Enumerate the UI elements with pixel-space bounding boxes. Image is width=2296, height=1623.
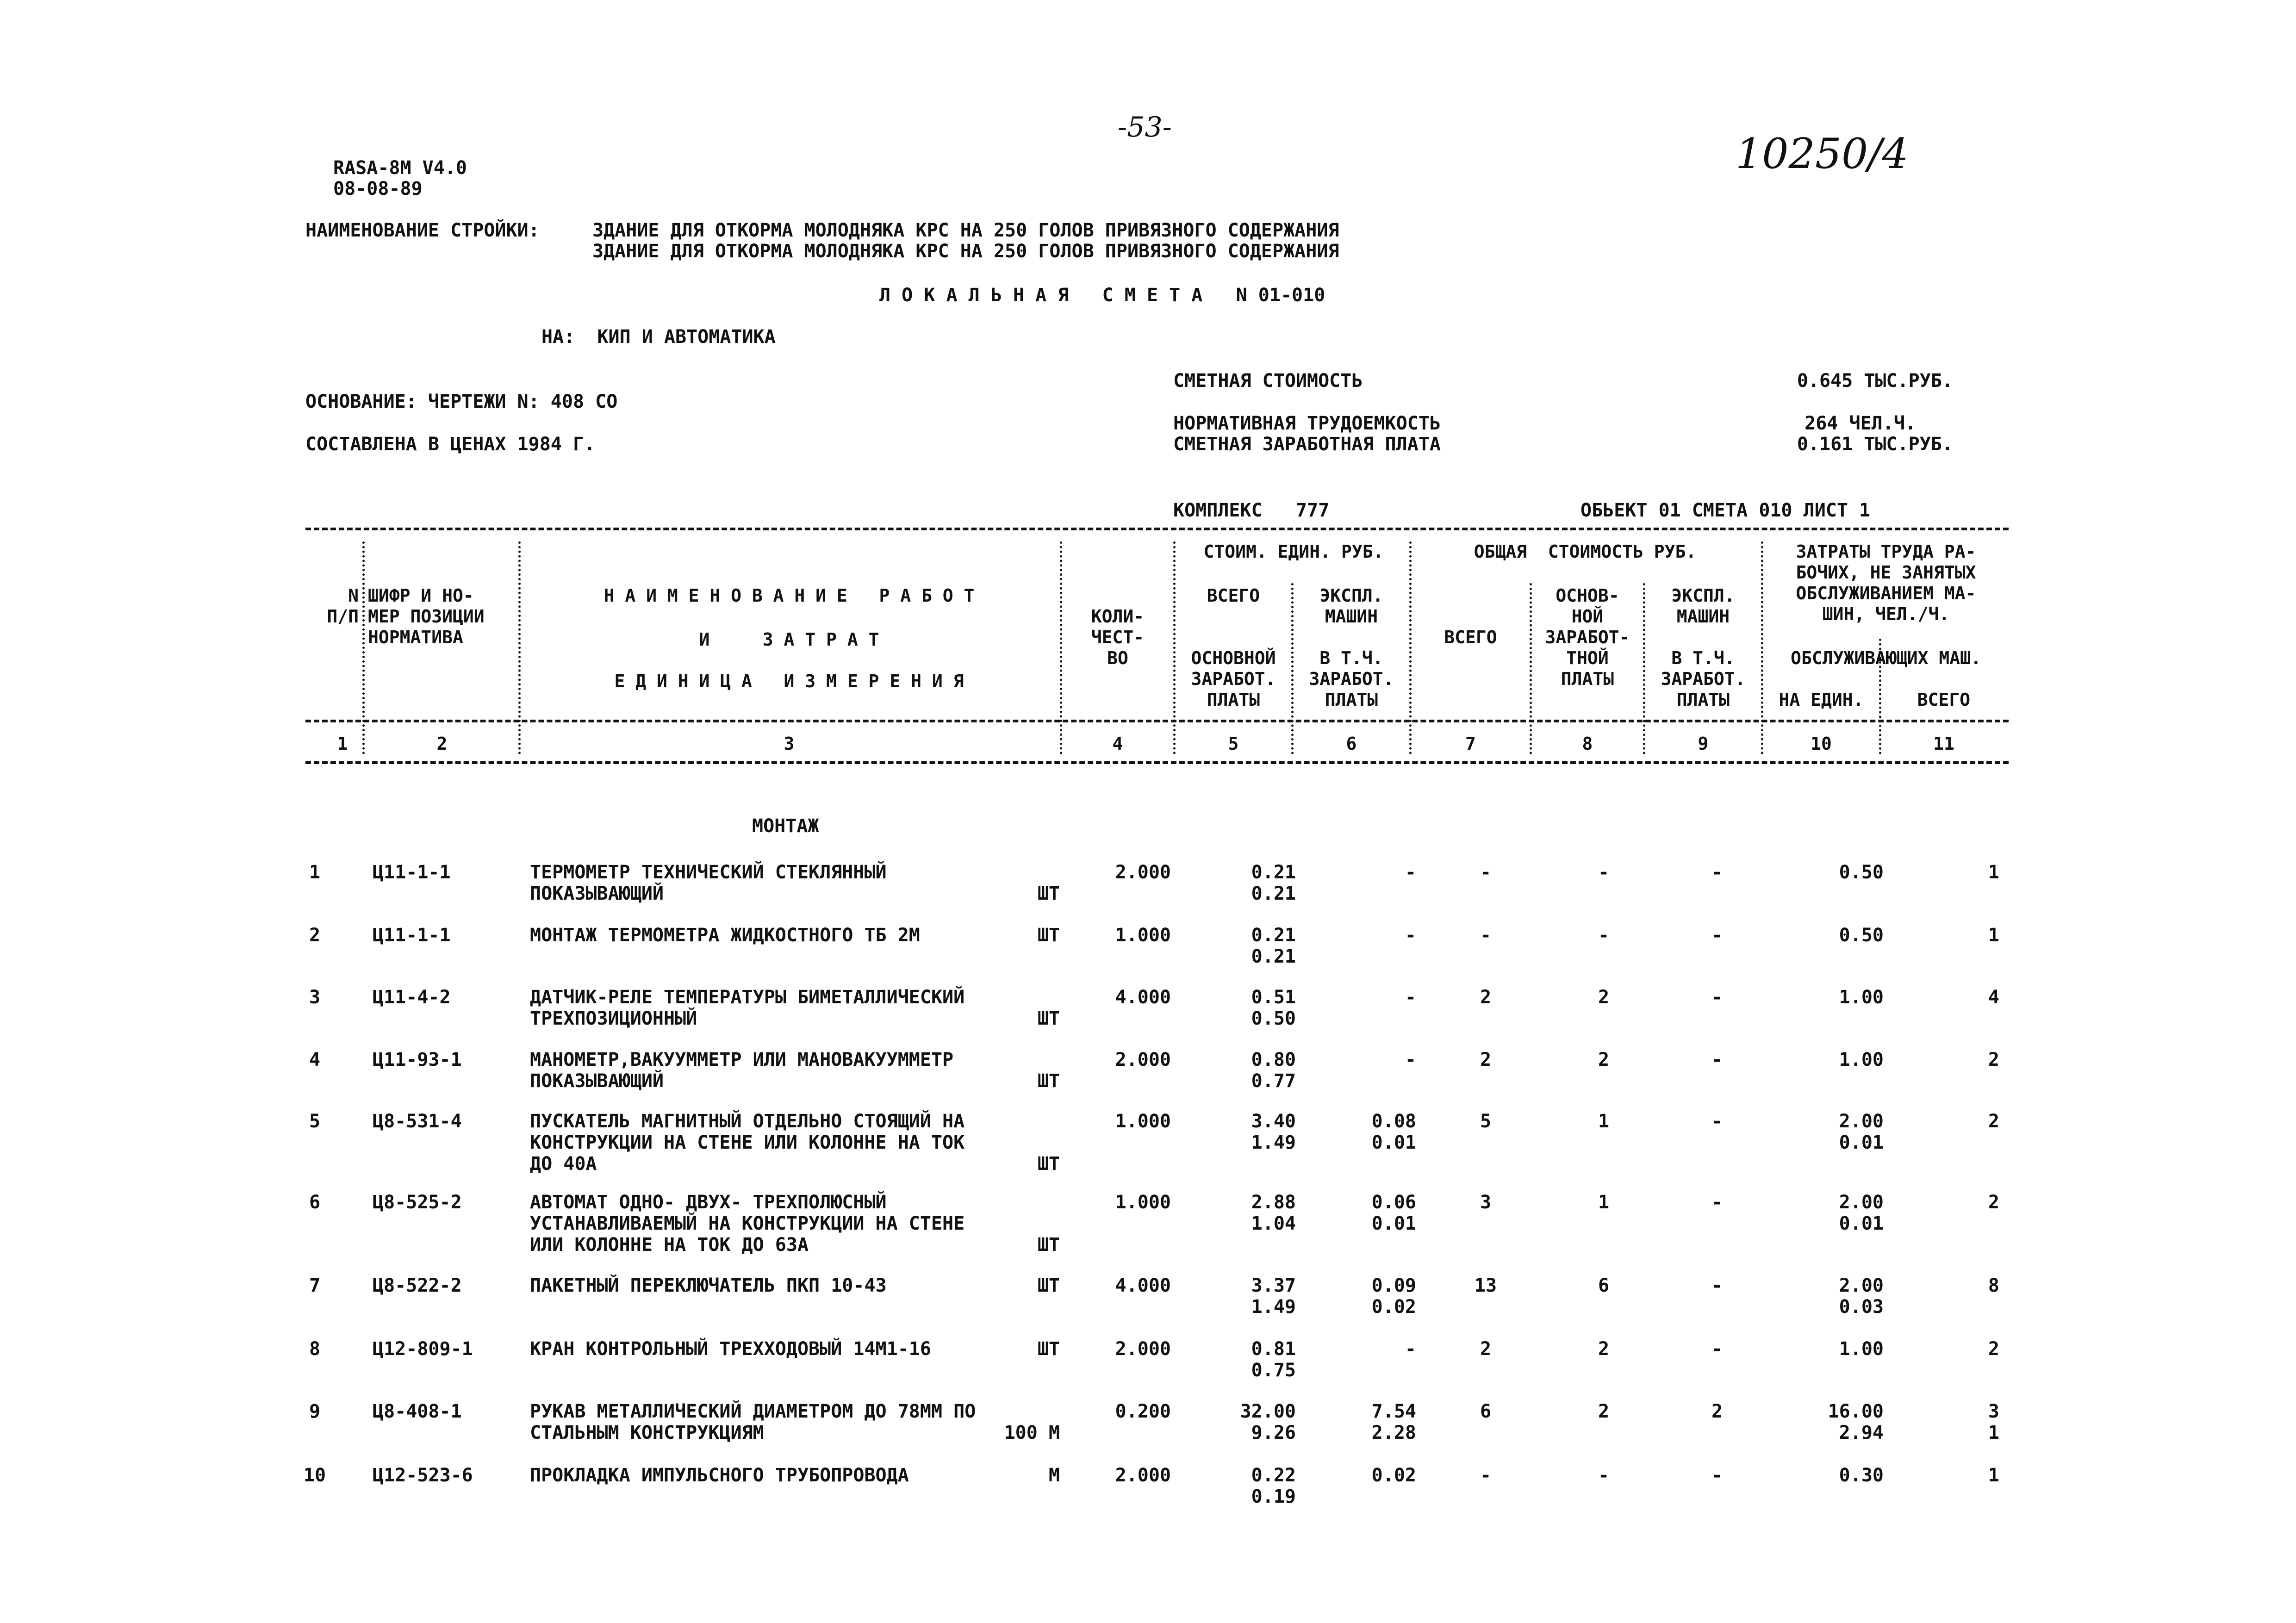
row-name: ПУСКАТЕЛЬ МАГНИТНЫЙ ОТДЕЛЬНО СТОЯЩИЙ НА КОНСТРУКЦИИ НА СТЕНЕ ИЛИ КОЛОННЕ НА ТОК ДО 40А	[530, 1111, 965, 1175]
row-code: Ц11-4-2	[373, 987, 451, 1008]
row-code: Ц8-531-4	[373, 1111, 462, 1132]
summary-value-cost: 0.645 ТЫС.РУБ.	[1797, 370, 1953, 392]
row-code: Ц8-525-2	[373, 1192, 462, 1213]
row-unit-machines: -	[1405, 1049, 1416, 1070]
row-number: 9	[309, 1401, 321, 1422]
row-total: 5	[1480, 1111, 1492, 1132]
row-unit-machines: -	[1405, 862, 1416, 883]
row-labor-unit: 2.00 0.01	[1839, 1192, 1884, 1234]
row-unit: ШТ	[1037, 1070, 1060, 1092]
row-unit-total: 0.51 0.50	[1251, 987, 1296, 1029]
row-unit-machines: 0.08 0.01	[1371, 1111, 1416, 1153]
row-labor-unit: 0.50	[1839, 925, 1884, 946]
header-divider	[1060, 541, 1062, 754]
col-qty-header: КОЛИ- ЧЕСТ- ВО	[1091, 606, 1145, 668]
row-labor-total: 2	[1988, 1338, 1999, 1360]
col-num: 10	[1811, 734, 1832, 754]
object-line: ОБЬЕКТ 01 СМЕТА 010 ЛИСТ 1	[1580, 500, 1871, 521]
row-machines: -	[1711, 1465, 1723, 1486]
row-machines: -	[1711, 1111, 1723, 1132]
col6-header-a: ЭКСПЛ. МАШИН	[1319, 585, 1383, 627]
row-number: 5	[309, 1111, 321, 1132]
row-labor-unit: 0.30	[1839, 1465, 1884, 1486]
row-unit-machines: 7.54 2.28	[1371, 1401, 1416, 1443]
summary-label-cost: СМЕТНАЯ СТОИМОСТЬ	[1173, 370, 1363, 392]
row-machines: -	[1711, 1275, 1723, 1296]
program-name: RASA-8M V4.0	[333, 157, 467, 179]
row-salary: 2	[1598, 1401, 1610, 1422]
row-name: АВТОМАТ ОДНО- ДВУХ- ТРЕХПОЛЮСНЫЙ УСТАНАВЛИВАЕМЫЙ НА КОНСТРУКЦИИ НА СТЕНЕ ИЛИ КОЛОННЕ НА ТОК ДО 63А	[530, 1192, 965, 1256]
row-salary: 1	[1598, 1111, 1610, 1132]
col9-header-a: ЭКСПЛ. МАШИН	[1671, 585, 1735, 627]
row-labor-total: 2	[1988, 1111, 1999, 1132]
row-total: -	[1480, 1465, 1492, 1486]
row-name: КРАН КОНТРОЛЬНЫЙ ТРЕХХОДОВЫЙ 14М1-16	[530, 1338, 931, 1360]
col5-header-b: ОСНОВНОЙ ЗАРАБОТ. ПЛАТЫ	[1191, 648, 1276, 710]
col-num: 7	[1465, 734, 1476, 754]
row-labor-total: 2	[1988, 1192, 1999, 1213]
summary-label-salary: СМЕТНАЯ ЗАРАБОТНАЯ ПЛАТА	[1173, 434, 1441, 455]
row-quantity: 1.000	[1115, 1111, 1171, 1132]
row-code: Ц8-522-2	[373, 1275, 462, 1296]
row-code: Ц8-408-1	[373, 1401, 462, 1422]
row-labor-unit: 16.00 2.94	[1828, 1401, 1884, 1443]
program-date: 08-08-89	[333, 178, 423, 199]
header-divider	[1409, 541, 1412, 754]
row-machines: -	[1711, 1192, 1723, 1213]
col-num: 5	[1228, 734, 1239, 754]
col-num: 2	[436, 734, 448, 754]
row-unit: 100 М	[1004, 1422, 1060, 1443]
row-labor-total: 3 1	[1988, 1401, 1999, 1443]
header-divider	[518, 541, 521, 754]
row-labor-unit: 2.00 0.01	[1839, 1111, 1884, 1153]
unit-cost-header: СТОИМ. ЕДИН. РУБ.	[1203, 541, 1384, 562]
row-labor-total: 2	[1988, 1049, 1999, 1070]
row-name: ПАКЕТНЫЙ ПЕРЕКЛЮЧАТЕЛЬ ПКП 10-43	[530, 1275, 887, 1296]
row-unit-total: 2.88 1.04	[1251, 1192, 1296, 1234]
row-labor-total: 1	[1988, 925, 1999, 946]
col5-header-a: ВСЕГО	[1207, 585, 1260, 606]
row-unit: ШТ	[1037, 883, 1060, 904]
row-unit-total: 0.80 0.77	[1251, 1049, 1296, 1092]
row-labor-unit: 1.00	[1839, 1049, 1884, 1070]
row-labor-total: 1	[1988, 1465, 1999, 1486]
row-unit-total: 3.37 1.49	[1251, 1275, 1296, 1318]
row-salary: 6	[1598, 1275, 1610, 1296]
header-divider	[1530, 583, 1532, 754]
row-salary: 2	[1598, 1049, 1610, 1070]
row-machines: -	[1711, 1049, 1723, 1070]
construction-line-2: ЗДАНИЕ ДЛЯ ОТКОРМА МОЛОДНЯКА КРС НА 250 ГОЛОВ ПРИВЯЗНОГО СОДЕРЖАНИЯ	[592, 241, 1339, 262]
header-rule-bottom	[305, 761, 2009, 764]
page-number: -53-	[1118, 111, 1172, 143]
row-quantity: 2.000	[1115, 1338, 1171, 1360]
basis-line: ОСНОВАНИЕ: ЧЕРТЕЖИ N: 408 СО	[305, 391, 618, 412]
total-cost-header: ОБЩАЯ СТОИМОСТЬ РУБ.	[1474, 541, 1697, 562]
col-name-header-c: Е Д И Н И Ц А И З М Е Р Е Н И Я	[614, 671, 964, 691]
header-divider	[1291, 583, 1294, 754]
row-unit: М	[1048, 1465, 1060, 1486]
row-total: -	[1480, 862, 1492, 883]
row-machines: -	[1711, 925, 1723, 946]
row-name: РУКАВ МЕТАЛЛИЧЕСКИЙ ДИАМЕТРОМ ДО 78ММ ПО СТАЛЬНЫМ КОНСТРУКЦИЯМ	[530, 1401, 976, 1443]
row-unit: ШТ	[1037, 1008, 1060, 1029]
header-divider	[1761, 541, 1763, 754]
row-name: МОНТАЖ ТЕРМОМЕТРА ЖИДКОСТНОГО ТБ 2М	[530, 925, 920, 946]
estimate-title: Л О К А Л Ь Н А Я С М Е Т А N 01-010	[879, 285, 1325, 306]
row-salary: -	[1598, 862, 1610, 883]
row-machines: -	[1711, 1338, 1723, 1360]
row-number: 4	[309, 1049, 321, 1070]
row-machines: 2	[1711, 1401, 1723, 1422]
row-unit: ШТ	[1037, 1234, 1060, 1256]
row-labor-total: 8	[1988, 1275, 1999, 1296]
row-unit-total: 0.22 0.19	[1251, 1465, 1296, 1507]
row-total: -	[1480, 925, 1492, 946]
row-name: ТЕРМОМЕТР ТЕХНИЧЕСКИЙ СТЕКЛЯННЫЙ ПОКАЗЫВАЮЩИЙ	[530, 862, 887, 904]
col-num: 6	[1346, 734, 1357, 754]
row-quantity: 0.200	[1115, 1401, 1171, 1422]
section-title: МОНТАЖ	[752, 815, 819, 837]
summary-value-labor: 264 ЧЕЛ.Ч.	[1804, 413, 1916, 434]
row-number: 3	[309, 987, 321, 1008]
row-unit-machines: -	[1405, 925, 1416, 946]
row-unit-machines: 0.09 0.02	[1371, 1275, 1416, 1318]
row-labor-unit: 0.50	[1839, 862, 1884, 883]
row-salary: -	[1598, 1465, 1610, 1486]
prices-line: СОСТАВЛЕНА В ЦЕНАХ 1984 Г.	[305, 434, 596, 455]
row-code: Ц11-93-1	[373, 1049, 462, 1070]
row-unit: ШТ	[1037, 1338, 1060, 1360]
col8-header: ОСНОВ- НОЙ ЗАРАБОТ- ТНОЙ ПЛАТЫ	[1545, 585, 1630, 689]
row-number: 7	[309, 1275, 321, 1296]
col-num: 9	[1698, 734, 1709, 754]
col-num: 4	[1112, 734, 1123, 754]
row-name: ДАТЧИК-РЕЛЕ ТЕМПЕРАТУРЫ БИМЕТАЛЛИЧЕСКИЙ ТРЕХПОЗИЦИОННЫЙ	[530, 987, 965, 1029]
row-name: МАНОМЕТР,ВАКУУММЕТР ИЛИ МАНОВАКУУММЕТР ПОКАЗЫВАЮЩИЙ	[530, 1049, 954, 1092]
row-total: 3	[1480, 1192, 1492, 1213]
row-salary: 1	[1598, 1192, 1610, 1213]
row-unit-total: 0.81 0.75	[1251, 1338, 1296, 1381]
row-quantity: 1.000	[1115, 925, 1171, 946]
col9-header-b: В Т.Ч. ЗАРАБОТ. ПЛАТЫ	[1661, 648, 1746, 710]
row-quantity: 4.000	[1115, 1275, 1171, 1296]
document-number: 10250/4	[1736, 130, 1909, 178]
col-code-header: ШИФР И НО- МЕР ПОЗИЦИИ НОРМАТИВА	[368, 585, 485, 647]
col6-header-b: В Т.Ч. ЗАРАБОТ. ПЛАТЫ	[1309, 648, 1394, 710]
header-divider	[1643, 583, 1645, 754]
row-labor-total: 4	[1988, 987, 1999, 1008]
row-unit: ШТ	[1037, 925, 1060, 946]
row-quantity: 1.000	[1115, 1192, 1171, 1213]
col-num: 1	[337, 734, 348, 754]
summary-label-labor: НОРМАТИВНАЯ ТРУДОЕМКОСТЬ	[1173, 413, 1441, 434]
col7-header: ВСЕГО	[1444, 627, 1497, 647]
row-unit-total: 3.40 1.49	[1251, 1111, 1296, 1153]
row-code: Ц11-1-1	[373, 862, 451, 883]
row-labor-unit: 2.00 0.03	[1839, 1275, 1884, 1318]
row-labor-total: 1	[1988, 862, 1999, 883]
construction-line-1: ЗДАНИЕ ДЛЯ ОТКОРМА МОЛОДНЯКА КРС НА 250 ГОЛОВ ПРИВЯЗНОГО СОДЕРЖАНИЯ	[592, 220, 1339, 241]
row-quantity: 2.000	[1115, 862, 1171, 883]
row-total: 2	[1480, 1049, 1492, 1070]
row-number: 10	[303, 1465, 326, 1486]
col-name-header-a: Н А И М Е Н О В А Н И Е Р А Б О Т	[604, 585, 975, 606]
row-unit-machines: -	[1405, 1338, 1416, 1360]
header-rule-mid	[305, 720, 2009, 722]
row-salary: 2	[1598, 1338, 1610, 1360]
row-number: 1	[309, 862, 321, 883]
row-machines: -	[1711, 987, 1723, 1008]
row-unit: ШТ	[1037, 1275, 1060, 1296]
row-machines: -	[1711, 862, 1723, 883]
row-total: 13	[1474, 1275, 1497, 1296]
section-on: НА: КИП И АВТОМАТИКА	[541, 326, 776, 348]
row-code: Ц12-809-1	[373, 1338, 473, 1360]
labor2-header: ОБСЛУЖИВАЮЩИХ МАШ.	[1791, 648, 1981, 668]
row-code: Ц11-1-1	[373, 925, 451, 946]
row-salary: -	[1598, 925, 1610, 946]
labor-header: ЗАТРАТЫ ТРУДА РА- БОЧИХ, НЕ ЗАНЯТЫХ ОБСЛУЖИВАНИЕМ МА- ШИН, ЧЕЛ./Ч.	[1796, 541, 1976, 624]
col10-header: НА ЕДИН.	[1779, 690, 1864, 710]
construction-label: НАИМЕНОВАНИЕ СТРОЙКИ:	[305, 220, 540, 241]
row-quantity: 2.000	[1115, 1465, 1171, 1486]
col-num: 3	[784, 734, 795, 754]
complex-line: КОМПЛЕКС 777	[1173, 500, 1330, 521]
row-unit-total: 0.21 0.21	[1251, 925, 1296, 967]
row-code: Ц12-523-6	[373, 1465, 473, 1486]
row-number: 6	[309, 1192, 321, 1213]
row-labor-unit: 1.00	[1839, 987, 1884, 1008]
row-total: 6	[1480, 1401, 1492, 1422]
col-num: 11	[1933, 734, 1954, 754]
row-unit-machines: -	[1405, 987, 1416, 1008]
row-unit: ШТ	[1037, 1153, 1060, 1175]
row-unit-machines: 0.06 0.01	[1371, 1192, 1416, 1234]
row-number: 2	[309, 925, 321, 946]
col-number-header: N П/П	[327, 585, 359, 627]
row-unit-total: 32.00 9.26	[1240, 1401, 1296, 1443]
row-quantity: 4.000	[1115, 987, 1171, 1008]
col-name-header-b: И З А Т Р А Т	[699, 629, 879, 650]
row-total: 2	[1480, 987, 1492, 1008]
row-name: ПРОКЛАДКА ИМПУЛЬСНОГО ТРУБОПРОВОДА	[530, 1465, 909, 1486]
row-unit-total: 0.21 0.21	[1251, 862, 1296, 904]
row-unit-machines: 0.02	[1371, 1465, 1416, 1486]
row-labor-unit: 1.00	[1839, 1338, 1884, 1360]
header-rule-top	[305, 528, 2009, 530]
row-quantity: 2.000	[1115, 1049, 1171, 1070]
row-number: 8	[309, 1338, 321, 1360]
row-total: 2	[1480, 1338, 1492, 1360]
summary-value-salary: 0.161 ТЫС.РУБ.	[1797, 434, 1953, 455]
col-num: 8	[1582, 734, 1593, 754]
col11-header: ВСЕГО	[1917, 690, 1971, 710]
header-divider	[362, 541, 365, 754]
row-salary: 2	[1598, 987, 1610, 1008]
header-divider	[1173, 541, 1176, 754]
